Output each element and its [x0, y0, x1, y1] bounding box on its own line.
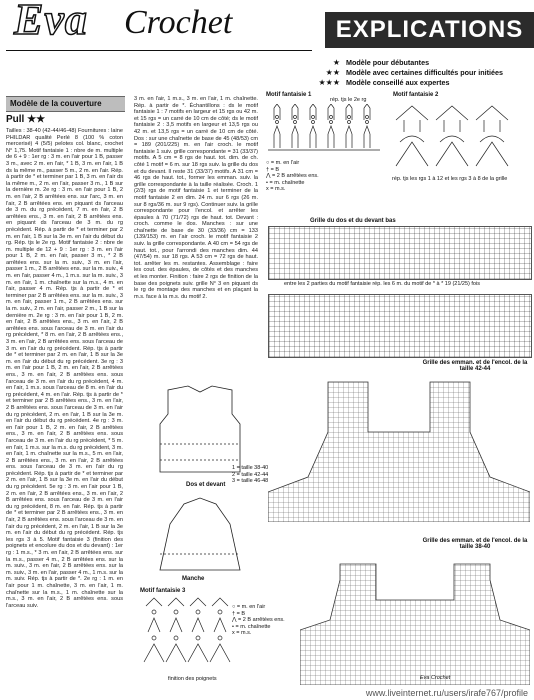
grid3-title: Grille des emman. et de l'encol. de la taille 38-40	[422, 538, 528, 550]
symbol-label: = m. en l'air	[270, 160, 300, 166]
legend-row-2	[318, 68, 503, 78]
brand-crochet: Crochet	[124, 4, 233, 41]
schematic1-label: Dos et devant	[186, 482, 226, 488]
legend-row-1	[318, 58, 503, 68]
magazine-brand	[6, 0, 306, 52]
grid1-top	[268, 226, 532, 280]
star-icon: ★	[332, 58, 340, 67]
instructions-column-1: Tailles : 38-40 (42-44/46-48) Fournitures : laine PHILDAR qualité Perlé 8 (100 % coton mercerisé) 4 (5/5) pelotes col. blanc, crochet N° 1,75. Motif fantaisie 1 : nbre de m. multiple de 6 + 9 : 1er rg : 3 m. en l'air pour 1 B, passer 3 m., avec 2 m. en l'air, * 1 B, 3 m. en l'air, 1 B ds la même m., passer 5 m., 2 m. en l'air. Rép. à partir de * et terminer par 1 B, 3 m. en l'air ds la même m., 2 m. en l'air, passer 3 m., 1 B sur la dernière m. 2e rg : 3 m. en l'air pour 1 B, 2 m. en l'air, 2 B arrêtées ens. sur l'arc, 3 m. en l'air, 2 B arrêtées ens. en piquant ds l'arceau de 3 m. du rg précédent, 7 m. en l'air, 2 B arrêtées ens., 3 m. en l'air, 2 B arrêtées ens. en piquant ds l'arceau de 3 m. du rg précédent. Rép. à partir de * et terminer par 2 m. en l'air, 1 B sur la 3e m. en l'air du début du rg. Rép. tjs le 2e rg. Motif fantaisie 2 : nbre de m. multiple de 12 + 9 : 1er rg : 3 m. en l'air pour 1 B, 2 m. en l'air, passer 3 m., * 2 B arrêtées ens. sur la m. suiv., 3 m. en l'air, passer 1 m., 2 B arrêtées ens. sur la m. suiv., 4 m. en l'air, passer 4 m., 1 m.s. sur la m. suiv., 3 m. en l'air, 1 m. chaînette sur la m.s., 4 m. en l'air, passer 4 m. Rép. tjs à partir de * et terminer par 2 B arrêtées ens. sur la m. suiv., 3 m. en l'air, passer 1 m., 2 B arrêtées ens. sur la m. suiv., 2 m. en l'air, passer 2 m., 1 B sur la dernière m. 2e rg : 3 m. en l'air pour 1 B, 2 m. en l'air, 2 B arrêtées ens., 3 m. en l'air, 2 B arrêtées ens. sous l'arceau de 3 m. en l'air du rg précédent, * 8 m. en l'air, 2 B arrêtées ens., 3 m. en l'air, 2 B arrêtées ens. sous l'arceau de 3 m. en l'air du rg précédent. Rép. tjs à partir de * et terminer par 2 m. en l'air, 1 B sur la 3e m. en l'air du début du rg précédent. 3e rg : 3 m. en l'air pour 1 B, 2 m. en l'air, 2 B arrêtées ens., 3 m. en l'air, 2 B arrêtées ens. sous l'arceau de 3 m. en l'air du rg précédent, 4 m. en l'air, 1 m.s. sous l'arceau de 8 m. en l'air du rg précédent, 4 m. en l'air. Rép. tjs à partir de * et terminer par 2 B arrêtées ens., 3 m. en l'air, 2 B arrêtées ens. sous l'arceau de 3 m. en l'air du rg précédent, 2 m. en l'air, 1 B sur la 3e m. en l'air du début du rg précédent. 4e rg : 3 m. en l'air pour 1 B, 2 m. en l'air, 2 B arrêtées ens., 3 m. en l'air, 2 B arrêtées ens. sous l'arceau de 3 m. en l'air du rg précédent, * 5 m. en l'air, 1 m.s. sur la m.s. du rg précédent, 3 m. en l'air, 1 m. chaînette sur la m.s., 5 m. en l'air, 2 B arrêtées ens., 3 m. en l'air, 2 B arrêtées ens. sous l'arceau de 3 m. en l'air du rg précédent. Rép. tjs à partir de * et terminer par 2 m. en l'air, 1 B sur la 3e m. en l'air du début du rg précédent. 5e rg : 3 m. en l'air pour 1 B, 2 m. en l'air, 2 B arrêtées ens., 3 m. en l'air, 2 B arrêtées ens. sous l'arceau de 3 m. en l'air du rg précédent, 8 m. en l'air. Rép. tjs à partir de * et terminer par 2 B arrêtées ens., 3 m. en l'air, 2 B arrêtées ens. sous l'arceau de 3 m. en l'air du rg précédent, 2 m. en l'air, 1 B sur la 3e m. en l'air du début du rg précédent. Rép. tjs les rgs 3 à 5. Motif fantaisie 3 (finition des poignets et encolure du dos et du devant) : 1er rg : 1 m.s., * 3 m. en l'air, 2 B arrêtées ens. sur la m.s., passer 4 m., 2 B arrêtées ens. sur la m. suiv., 3 m. en l'air, 2 B arrêtées ens. sur la m. suiv., 3 m. en l'air, passer 4 m., 1 m.s. sur la m. suiv. Rép. tjs à partir de *. 2e rg : 1 m. en l'air pour 1 m. chaînette, 3 m. en l'air, 1 m. chaînette sur la m.s., 1 m. chaînette sur la m.s., 3 m. en l'air, 2 B arrêtées ens. sous l'arceau suiv.	[6, 128, 123, 609]
motif1-diagram	[264, 104, 384, 156]
header-rule	[6, 50, 312, 51]
pattern-title: Pull ★★	[6, 114, 46, 125]
cluster-icon: ⋀	[266, 173, 271, 179]
cluster-icon: ⋀	[232, 617, 237, 623]
symbol-label: = m. chaînette	[235, 623, 271, 630]
star-icon: ★★★	[318, 78, 340, 87]
motif2-note: rép. tjs les rgs 1 à 12 et les rgs 3 à 8 de la grille	[392, 176, 508, 182]
legend-text: Modèle avec certaines difficultés pour initiées	[346, 68, 503, 77]
grid1-note: entre les 2 parties du motif fantaisie rép. les 6 m. du motif de * à * 19 (21/25) fois	[284, 281, 480, 287]
symbol-label: = m.s.	[270, 186, 286, 192]
legend-text: Modèle conseillé aux expertes	[346, 78, 450, 87]
schematic2-label: Manche	[182, 576, 205, 582]
brand-eva: Eva	[14, 0, 88, 44]
star-icon: ★★	[325, 68, 340, 77]
motif3-title: Motif fantaisie 3	[140, 588, 186, 594]
motif2-diagram	[392, 102, 520, 172]
symbol-label: = B	[270, 166, 280, 173]
watermark: www.liveinternet.ru/users/irafe767/profile	[365, 688, 528, 698]
motif3-diagram	[140, 596, 232, 668]
symbol-label: = 2 B arrêtées ens.	[238, 617, 285, 623]
legend-row-3	[318, 78, 503, 88]
sleeve-schematic	[140, 494, 260, 574]
slip-stitch-icon: •	[232, 623, 234, 630]
grid3-footer-brand: Eva Crochet	[420, 675, 451, 681]
single-crochet-icon: x	[266, 186, 269, 192]
slip-stitch-icon: •	[266, 179, 268, 186]
section-title: Modèle de la couverture	[6, 96, 125, 112]
symbol-key-2	[232, 604, 285, 637]
legend-text: Modèle pour débutantes	[346, 58, 430, 67]
single-crochet-icon: x	[232, 630, 235, 636]
symbol-label: = m. en l'air	[236, 604, 266, 610]
symbol-label: = m.s.	[236, 630, 252, 636]
chain-stitch-icon: ○	[266, 160, 270, 166]
section-label: EXPLICATIONS	[325, 12, 534, 48]
symbol-row	[232, 630, 285, 637]
symbol-label: = m. chaînette	[269, 179, 305, 186]
motif1-note: rép. tjs le 2e rg	[330, 97, 367, 103]
grid2-title: Grille des emman. et de l'encol. de la taille 42-44	[422, 360, 528, 372]
motif1-title: Motif fantaisie 1	[266, 92, 312, 98]
instructions-column-2: 3 m. en l'air, 1 m.s., 3 m. en l'air, 1 m. chaînette. Rép. à partir de *. Échantillons : ds le motif fantaisie 1 : 7 motifs en largeur et 15 rgs ou 42 m. et 15 rgs = un carré de 10 cm de côté; ds le motif fantaisie 2 : 3,5 motifs en largeur et 13,5 rgs ou 42 m. et 13,5 rgs = un carré de 10 cm de côté. Dos : sur une chaînette de base de 45 (48/53) cm = 189 (201/225) m. en l'air croch. le motif fantaisie 1 suiv. grille correspondante = 31 (33/37) motifs. A 5 cm = 8 rgs de haut. tot. dim. de ch. côté 1 motif = 6 m. sur 18 rgs suiv. la grille du dos et du devant. Il reste 31 (33/37) motifs. A 31 cm = 46 rgs de haut. tot., former les emman. suiv. la grille correspondante à la taille réalisée. Croch. 1 (2/3) rgs de motif fantaisie 1 et terminer de la motif fantaisie 2 en dim. 24 m. sur 6 rgs (26 m. sur 8 rgs/36 m. sur 9 rgs). Continuer suiv. la grille correspondante pour l'encol. et arrêter les épaules à 70 (71/72) rgs de haut. tot. Devant : croch. comme le dos. Manches : sur une chaînette de base de 30 (33/36) cm = 133 (139/153) m. en l'air croch. le motif fantaisie 2 suiv. la grille correspondante. A 40 cm = 54 rgs de haut. tot., pour l'arrondi des manches dim. 44 (47/54) m. sur 18 rgs. A 53 cm = 72 rgs de haut. tot. arrêter les m. restantes. Assemblage : faire les cout. des épaules, de côtés et des manches et les monter. Finition : faire 2 rgs de finition de la base des poignets suiv. grille N° 3 en piquant ds le rg de montage des manches et en plaçant la m.s. face à la m.s. du motif 2.	[134, 96, 258, 300]
size-item: 2 = taille 42-44	[232, 471, 269, 478]
size-item: 1 = taille 38-40	[232, 465, 269, 471]
back-front-schematic	[140, 384, 260, 476]
grid3-chart	[300, 560, 530, 685]
treble-icon: †	[266, 166, 270, 173]
sizes-legend	[232, 465, 268, 485]
grid1-title: Grille du dos et du devant bas	[310, 218, 396, 224]
motif2-title: Motif fantaisie 2	[393, 92, 439, 98]
grid1-bottom	[268, 294, 532, 358]
symbol-label: = 2 B arrêtées ens.	[272, 173, 319, 179]
symbol-key	[266, 160, 319, 193]
symbol-label: = B	[236, 610, 246, 617]
chain-stitch-icon: ○	[232, 604, 236, 610]
motif3-note: finition des poignets	[168, 676, 217, 682]
grid2-chart	[268, 372, 530, 522]
difficulty-legend	[318, 58, 503, 88]
treble-icon: †	[232, 610, 236, 617]
size-item: 3 = taille 46-48	[232, 478, 269, 484]
symbol-row	[266, 186, 319, 193]
